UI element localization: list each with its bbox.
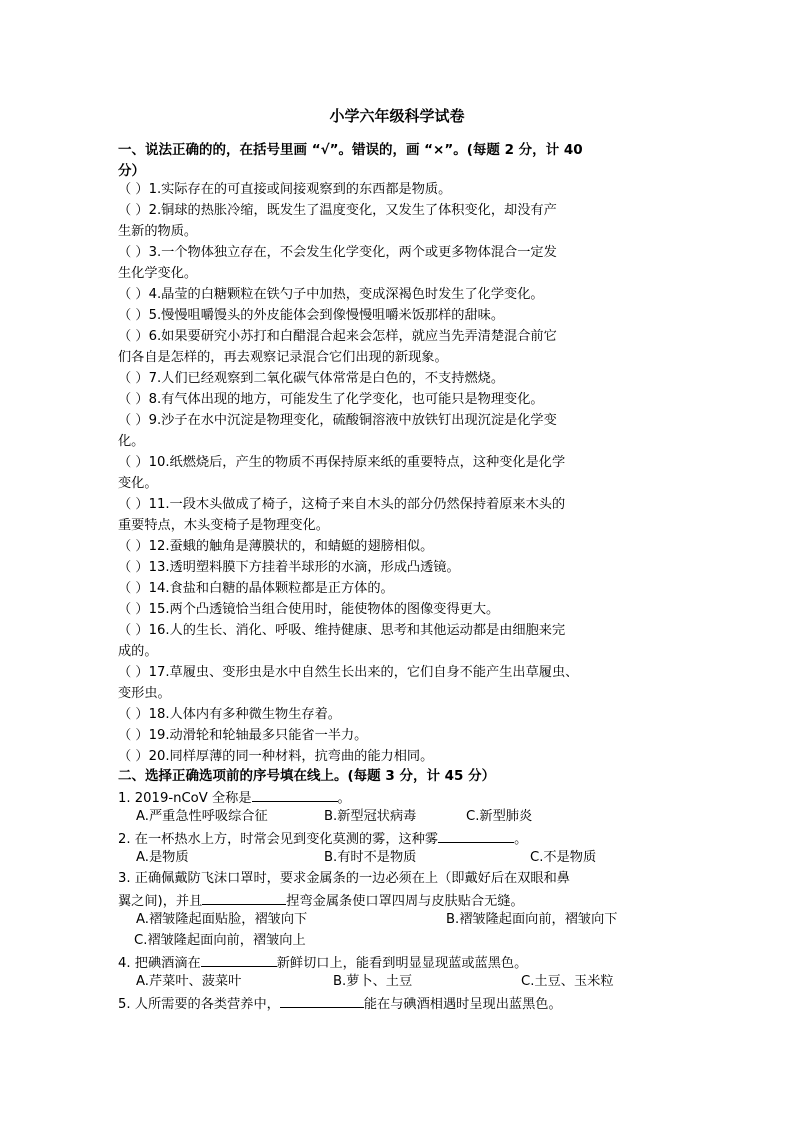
- q5-answer-blank[interactable]: [280, 993, 364, 1008]
- section1-heading-line1: 一、说法正确的的，在括号里画 “√”。错误的，画 “×”。(每题 2 分，计 40: [118, 142, 583, 158]
- q3-stem-end: 捏弯金属条使口罩四周与皮肤贴合无缝。: [286, 894, 524, 909]
- q1-option-b: B.新型冠状病毒: [324, 809, 417, 824]
- q4-stem-end: 新鲜切口上，能看到明显显现蓝或蓝黑色。: [276, 956, 528, 971]
- tf-line: 生化学变化。: [118, 266, 198, 281]
- q3-answer-blank[interactable]: [202, 890, 286, 905]
- tf-line: （ ）6.如果要研究小苏打和白醋混合起来会怎样，就应当先弄清楚混合前它: [118, 329, 557, 344]
- tf-line: （ ）11.一段木头做成了椅子，这椅子来自木头的部分仍然保持着原来木头的: [118, 497, 566, 512]
- section1-heading: [118, 140, 678, 182]
- tf-line: （ ）10.纸燃烧后，产生的物质不再保持原来纸的重要特点，这种变化是化学: [118, 455, 566, 470]
- tf-line: （ ）15.两个凸透镜恰当组合使用时，能使物体的图像变得更大。: [118, 602, 500, 617]
- q2-stem-end: 。: [514, 832, 528, 847]
- tf-line: （ ）19.动滑轮和轮轴最多只能省一半力。: [118, 728, 368, 743]
- q3-stem: 翼之间)，并且: [118, 894, 203, 909]
- q5-stem: 5. 人所需要的各类营养中，: [118, 997, 280, 1012]
- tf-line: 们各自是怎样的，再去观察记录混合它们出现的新现象。: [118, 350, 448, 365]
- question-2: [118, 828, 527, 850]
- q2-option-b: B.有时不是物质: [324, 850, 417, 865]
- tf-line: 重要特点，木头变椅子是物理变化。: [118, 518, 329, 533]
- tf-line: 化。: [118, 434, 145, 449]
- tf-line: （ ）16.人的生长、消化、呼吸、维持健康、思考和其他运动都是由细胞来完: [118, 623, 566, 638]
- q2-stem: 2. 在一杯热水上方，时常会见到变化莫测的雾，这种雾: [118, 832, 439, 847]
- tf-line: 变形虫。: [118, 686, 171, 701]
- q4-option-a: A.芹菜叶、菠菜叶: [136, 974, 242, 989]
- q4-stem: 4. 把碘酒滴在: [118, 956, 201, 971]
- tf-line: （ ）3.一个物体独立存在，不会发生化学变化，两个或更多物体混合一定发: [118, 245, 557, 260]
- q4-answer-blank[interactable]: [201, 952, 277, 967]
- question-5: [118, 993, 562, 1015]
- q1-answer-blank[interactable]: [252, 787, 338, 802]
- tf-line: （ ）1.实际存在的可直接或间接观察到的东西都是物质。: [118, 182, 452, 197]
- q4-option-c: C.土豆、玉米粒: [521, 974, 614, 989]
- tf-line: （ ）5.慢慢咀嚼馒头的外皮能体会到像慢慢咀嚼米饭那样的甜味。: [118, 308, 505, 323]
- q3-option-c: C.褶皱隆起面向前，褶皱向上: [134, 933, 306, 948]
- tf-line: 生新的物质。: [118, 224, 198, 239]
- question-3-line2: [118, 890, 524, 912]
- tf-line: 成的。: [118, 644, 158, 659]
- q3-option-b: B.褶皱隆起面向前，褶皱向下: [446, 912, 618, 927]
- q4-option-b: B.萝卜、土豆: [333, 974, 413, 989]
- tf-line: （ ）4.晶莹的白糖颗粒在铁勺子中加热，变成深褐色时发生了化学变化。: [118, 287, 544, 302]
- tf-line: （ ）13.透明塑料膜下方挂着半球形的水滴，形成凸透镜。: [118, 560, 460, 575]
- q5-stem-end: 能在与碘酒相遇时呈现出蓝黑色。: [363, 997, 562, 1012]
- tf-line: （ ）7.人们已经观察到二氧化碳气体常常是白色的，不支持燃烧。: [118, 371, 505, 386]
- tf-line: （ ）20.同样厚薄的同一种材料，抗弯曲的能力相同。: [118, 749, 434, 764]
- q1-stem: 1. 2019-nCoV 全称是: [118, 791, 252, 806]
- question-3-line1: 3. 正确佩戴防飞沫口罩时，要求金属条的一边必须在上（即戴好后在双眼和鼻: [118, 871, 570, 886]
- tf-line: 变化。: [118, 476, 158, 491]
- q2-answer-blank[interactable]: [438, 828, 514, 843]
- q2-option-c: C.不是物质: [530, 850, 597, 865]
- q1-option-a: A.严重急性呼吸综合征: [136, 809, 268, 824]
- tf-line: （ ）12.蚕蛾的触角是薄膜状的，和蜻蜓的翅膀相似。: [118, 539, 434, 554]
- tf-line: （ ）9.沙子在水中沉淀是物理变化，硫酸铜溶液中放铁钉出现沉淀是化学变: [118, 413, 557, 428]
- section2-heading: 二、选择正确选项前的序号填在线上。(每题 3 分，计 45 分）: [118, 768, 496, 784]
- tf-line: （ ）14.食盐和白糖的晶体颗粒都是正方体的。: [118, 581, 394, 596]
- q1-stem-end: 。: [337, 791, 351, 806]
- tf-line: （ ）2.铜球的热胀冷缩，既发生了温度变化，又发生了体积变化，却没有产: [118, 203, 557, 218]
- question-4: [118, 952, 527, 974]
- section1-heading-line2: 分）: [118, 163, 145, 179]
- tf-line: （ ）17.草履虫、变形虫是水中自然生长出来的，它们自身不能产生出草履虫、: [118, 665, 579, 680]
- q2-option-a: A.是物质: [136, 850, 189, 865]
- page-title: 小学六年级科学试卷: [329, 107, 465, 125]
- q3-option-a: A.褶皱隆起面贴脸，褶皱向下: [136, 912, 308, 927]
- tf-line: （ ）8.有气体出现的地方，可能发生了化学变化，也可能只是物理变化。: [118, 392, 544, 407]
- tf-line: （ ）18.人体内有多种微生物生存着。: [118, 707, 341, 722]
- question-1: [118, 787, 351, 809]
- q1-option-c: C.新型肺炎: [466, 809, 533, 824]
